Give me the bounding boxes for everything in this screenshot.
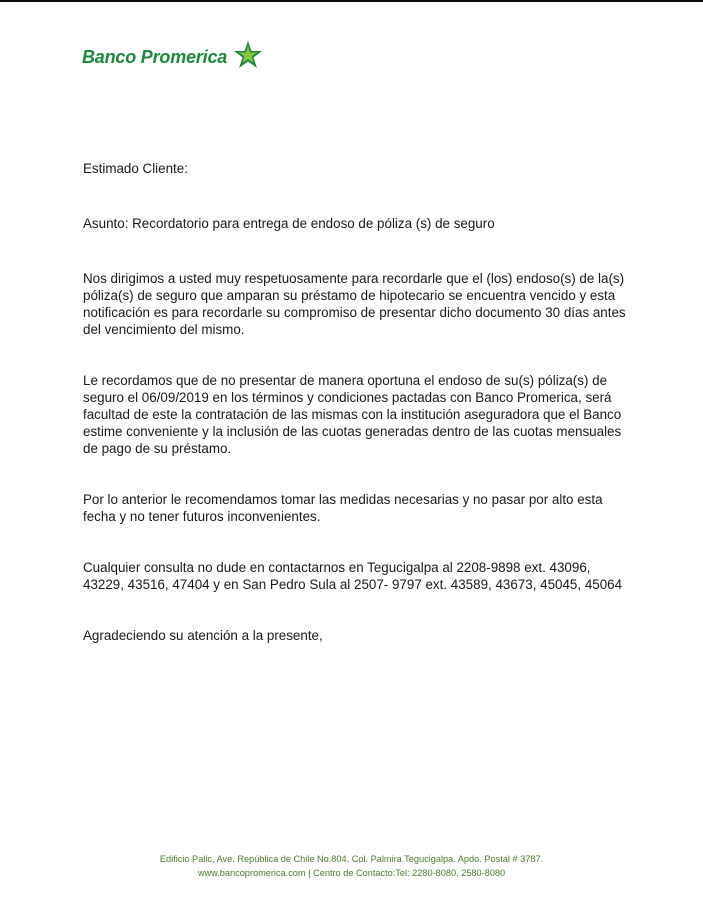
paragraph-contact: Cualquier consulta no dude en contactarnos en Tegucigalpa al 2208-9898 ext. 43096, 43229, 43516, 47404 y en San Pedro Sula al 2507- 9797 ext. 43589, 43673, 45045, 45064	[83, 560, 623, 592]
closing-line: Agradeciendo su atención a la presente,	[83, 628, 323, 643]
greeting: Estimado Cliente:	[83, 161, 188, 176]
bank-logo	[82, 40, 265, 75]
letter-body	[83, 160, 628, 644]
paragraph-recommendation: Por lo anterior le recomendamos tomar las medidas necesarias y no pasar por alto esta fecha y no tener futuros inconvenientes.	[83, 492, 603, 524]
footer-address: Edificio Palic, Ave. República de Chile No.804, Col. Palmira Tegucigalpa. Apdo. Postal # 3787.	[159, 854, 544, 864]
footer-contact: Centro de Contacto:Tel: 2280-8080, 2580-8080	[313, 868, 506, 878]
top-border-line	[0, 0, 703, 2]
paragraph-consequences: Le recordamos que de no presentar de manera oportuna el endoso de su(s) póliza(s) de seguro el 06/09/2019 en los términos y condiciones pactadas con Banco Promerica, será facultad de este la contratación de las mismas con la institución aseguradora que el Banco estime conveniente y la inclusión de las cuotas generadas dentro de las cuotas mensuales de pago de su préstamo.	[83, 373, 622, 456]
footer-contact-line	[0, 866, 703, 880]
footer-website: www.bancopromerica.com	[197, 868, 306, 878]
logo-text: Banco Promerica	[82, 47, 228, 67]
star-icon	[227, 40, 265, 75]
footer	[0, 852, 703, 880]
paragraph-expired-endorsement: Nos dirigimos a usted muy respetuosamente para recordarle que el (los) endoso(s) de la(s) póliza(s) de seguro que amparan su préstamo de hipotecario se encuentra vencido y esta notificación es para recordarle su compromiso de presentar dicho documento 30 días antes del vencimiento del mismo.	[83, 271, 626, 337]
footer-separator: |	[308, 868, 311, 878]
subject-line: Asunto: Recordatorio para entrega de endoso de póliza (s) de seguro	[83, 216, 495, 231]
